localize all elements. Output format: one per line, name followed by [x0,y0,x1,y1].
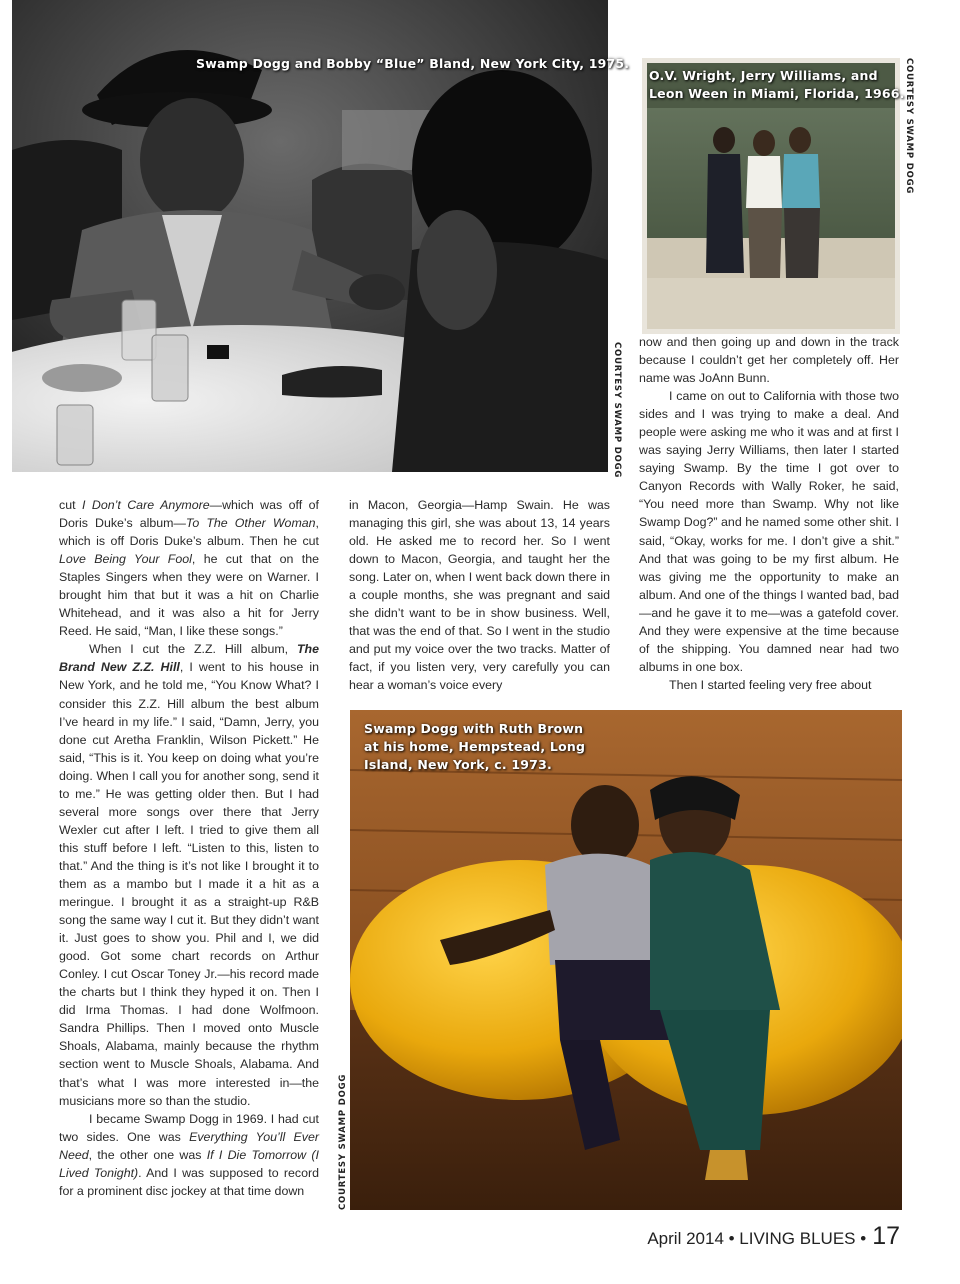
credit-wright-photo: COURTESY SWAMP DOGG [904,58,914,195]
col1-paragraph-3: I became Swamp Dogg in 1969. I had cut two sides. One was Everything You’ll Ever Need, the other one was If I Die Tomorrow (I Lived Tonight). And I was supposed to record for a prominent disc jockey at that time down [59,1111,319,1198]
page-number: 17 [872,1222,900,1250]
brown-photo-illustration [350,710,902,1210]
credit-bland-photo: COURTESY SWAMP DOGG [612,342,622,479]
col1-paragraph-2: When I cut the Z.Z. Hill album, The Brand New Z.Z. Hill, I went to his house in New York, and he told me, “You Know What? I consider this Z.Z. Hill album the best album I’ve heard in my life.” I said, “Damn, Jerry, you done cut Aretha Franklin, Wilson Pickett.” He said, “This is it. You keep on doing what you’re doing. When I call you for another song, send it to me.” He was getting older then. But I had several more songs over there that Jerry Wexler cut after I left. I tried to give them all this stuff before I left. “Listen to this, listen to that.” And the thing is it’s not like I brought it to them as a mambo but I made it a hit as a meringue. I brought it as a straight-up R&B song the same way I cut it. But they didn’t want it. Just goes to show you. Phil and I, we did good. Got some chart records on Arthur Conley. I cut Oscar Toney Jr.—his record made the charts but I think they hyped it on. Then I did Irma Thomas. I had done Wolfmoon. Sandra Phillips. Then I moved onto Muscle Shoals, Alabama, mainly because the rhythm section went to Muscle Shoals, Alabama. And that’s what I was more interested in—the musicians more so than the studio. [59,642,319,1108]
caption-wright-line-2: Leon Ween in Miami, Florida, 1966. [649,86,905,101]
col3-paragraph-1: now and then going up and down in the track because I couldn’t get her completely off. Her name was JoAnn Bunn. [639,335,899,386]
article-column-1 [59,496,319,1200]
col1-paragraph-1: cut I Don’t Care Anymore—which was off of Doris Duke’s album—To The Other Woman, which is off Doris Duke’s album. Then he cut Love Being Your Fool, he cut that on the Staples Singers when they were on Warner. I brought him that but it was a hit on Charlie Whitehead, and it was also a hit for Jerry Reed. He said, “Man, I like these songs.” [59,498,319,639]
caption-wright-photo [649,67,905,103]
col2-paragraph-1: in Macon, Georgia—Hamp Swain. He was managing this girl, she was about 13, 14 years old. He asked me to record her. So I went down to Macon, Georgia, and taught her the song. Later on, when I went back down there in a couple months, she was pregnant and said she didn’t want to be in show business. Well, that was the end of that. So I went in the studio and put my voice over the two tracks. Matter of fact, if you listen very, very carefully you can hear a woman’s voice every [349,498,610,693]
article-column-2 [349,496,610,695]
caption-brown-line-2: at his home, Hempstead, Long [364,739,586,754]
photo-swamp-dogg-ruth-brown [350,710,902,1210]
article-column-3 [639,333,899,694]
caption-brown-line-3: Island, New York, c. 1973. [364,757,552,772]
credit-brown-photo: COURTESY SWAMP DOGG [338,1073,348,1210]
col3-paragraph-3: Then I started feeling very free about [669,677,872,692]
caption-bland-photo: Swamp Dogg and Bobby “Blue” Bland, New York City, 1975. [196,56,630,71]
caption-wright-line-1: O.V. Wright, Jerry Williams, and [649,68,878,83]
page-footer [647,1222,900,1251]
footer-issue-label: April 2014 • LIVING BLUES • [647,1229,867,1248]
caption-brown-line-1: Swamp Dogg with Ruth Brown [364,721,584,736]
caption-brown-photo [364,720,585,774]
col3-paragraph-2: I came on out to California with those two sides and I was trying to make a deal. And people were asking me who it was and at first I was saying Jerry Williams, then later I started saying Swamp. By the time I got over to Canyon Records with Wally Roker, he said, “You need more than Swamp. Why not like Swamp Dog?” and he named some other shit. I said, “Okay, works for me. I don’t give a shit.” And that was going to be my first album. He was giving me the opportunity to make an album. And one of the things I wanted bad, bad—and he gave it to me—was a gatefold cover. And they were expensive at the time because of the shipping. You damned near had two albums in one box. [639,389,899,674]
